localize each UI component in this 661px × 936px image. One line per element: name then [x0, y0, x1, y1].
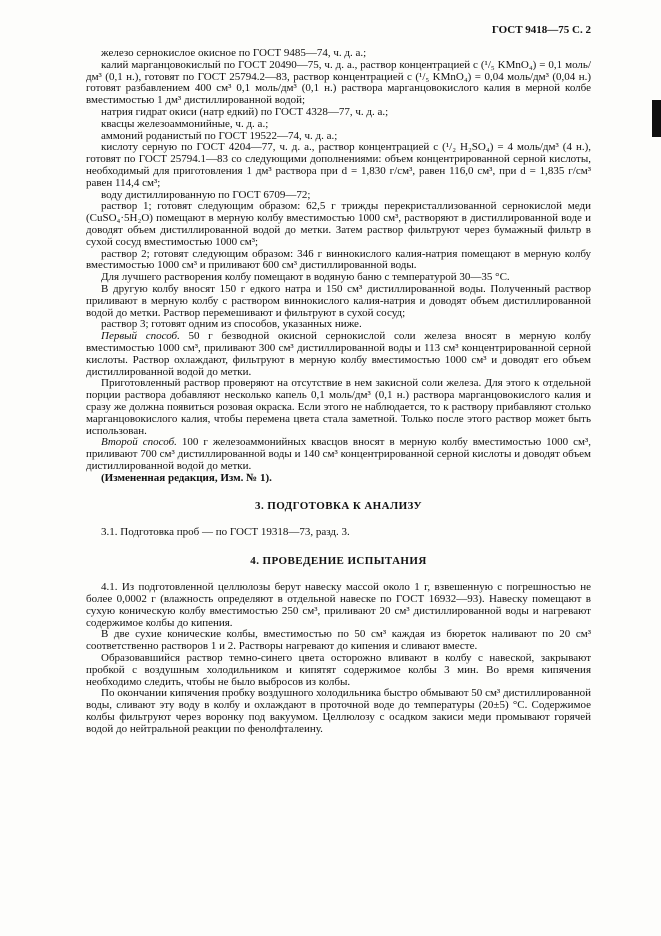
paragraph-4-1: 4.1. Из подготовленной целлюлозы берут навеску массой около 1 г, взвешенную с погрешностью не более 0,0002 г (влажность определяют в отдельной навеске по ГОСТ 16932—93). Навеску помещают в сухую коническую колбу вместимостью 250 см³, приливают 20 см³ дистиллированной воды и нагревают содержимое колбы до кипения.	[86, 581, 591, 629]
section-4-heading: 4. ПРОВЕДЕНИЕ ИСПЫТАНИЯ	[250, 555, 427, 568]
scan-artifact-mark	[652, 100, 661, 137]
paragraph-method-first	[86, 331, 591, 378]
paragraph-solution-2: раствор 2; готовят следующим образом: 346 г виннокислого калия-натрия помещают в мерную колбу вместимостью 1000 см³ и приливают 600 см³ дистиллированной воды.	[86, 247, 591, 272]
paragraph-method-second	[86, 437, 591, 472]
gost-page-ref: ГОСТ 9418—75 С. 2	[491, 24, 591, 36]
paragraph-reagent-alum: квасцы железоаммонийные, ч. д. а.;	[101, 117, 269, 130]
paragraph-water-bath-note: Для лучшего растворения колбу помещают в водяную баню с температурой 30—35 °С.	[101, 271, 510, 284]
method-first-text: 50 г безводной окисной сернокислой соли железа вносят в мерную колбу вместимостью 1000 см³, приливают 300 см³ дистиллированной воды и 113 см³ концентрированной серной кислоты. Раствор охлаждают, фильтруют в мерную колбу вместимостью 1000 см³ и доводят его объем дистиллированной водой до метки.	[86, 330, 591, 378]
section-3-heading: 3. ПОДГОТОВКА К АНАЛИЗУ	[255, 500, 422, 513]
method-second-lead: Второй способ.	[101, 436, 177, 449]
paragraph-4-dark-blue-solution: Образовавшийся раствор темно-синего цвета осторожно вливают в колбу с навеской, закрывают пробкой с воздушным холодильником и кипятят содержимое колбы 3 мин. Во время кипячения необходимо следить, чтобы не было выбросов из колбы.	[86, 652, 591, 688]
paragraph-reagent-sulfuric-acid: кислоту серную по ГОСТ 4204—77, ч. д. а., раствор концентрацией c (¹/₂ H₂SO₄) = 4 моль/дм³ (4 н.), готовят по ГОСТ 25794.1—83 со следующими дополнениями: объем концентрированной серной кислоты, необходимый для приготовления 1 дм³ раствора при d = 1,830 г/см³, равен 116,0 см³, при d = 1,835 г/см³ равен 114,4 см³;	[86, 141, 591, 189]
method-second-text: 100 г железоаммонийных квасцов вносят в мерную колбу вместимостью 1000 см³, приливают 700 см³ дистиллированной воды и 140 см³ концентрированной серной кислоты и доводят объем дистиллированной водой до метки.	[86, 436, 591, 472]
paragraph-reagent-iron-sulfate: железо сернокислое окисное по ГОСТ 9485—74, ч. д. а.;	[101, 47, 367, 59]
paragraph-reagent-ammonium-thiocyanate: аммоний роданистый по ГОСТ 19522—74, ч. д. а.;	[101, 129, 338, 142]
paragraph-reagent-distilled-water: воду дистиллированную по ГОСТ 6709—72;	[101, 188, 311, 201]
paragraph-second-flask: В другую колбу вносят 150 г едкого натра и 150 см³ дистиллированной воды. Полученный раствор приливают в мерную колбу с раствором виннокислого калия-натрия и доводят объем дистиллированной водой до метки. Раствор перемешивают и фильтруют в сухой сосуд;	[86, 282, 591, 319]
paragraph-amended-edition-note: (Измененная редакция, Изм. № 1).	[101, 471, 272, 484]
method-first-lead: Первый способ.	[101, 330, 180, 343]
page-header	[86, 24, 591, 36]
paragraph-solution-3: раствор 3; готовят одним из способов, указанных ниже.	[101, 318, 362, 331]
paragraph-reagent-potassium-permanganate: калий марганцовокислый по ГОСТ 20490—75, ч. д. а., раствор концентрацией c (¹/₅ KMnO₄) = 0,1 моль/дм³ (0,1 н.), готовят по ГОСТ 25794.2—83, раствор концентрацией c (¹/₅ KMnO₄) = 0,04 моль/дм³ (0,04 н.) готовят разбавлением 400 см³ 0,1 моль/дм³ (0,1 н.) раствора марганцовокислого калия в мерной колбе вместимостью 1 дм³ дистиллированной водой;	[86, 58, 591, 107]
paragraph-3-1: 3.1. Подготовка проб — по ГОСТ 19318—73, разд. 3.	[101, 526, 350, 539]
paragraph-solution-check: Приготовленный раствор проверяют на отсутствие в нем закисной соли железа. Для этого к отдельной порции раствора добавляют несколько капель 0,1 моль/дм³ (0,1 н.) раствора марганцовокислого калия и сразу же должна появиться розовая окраска. Если этого не наблюдается, то к раствору прибавляют столько марганцовокислого калия, чтобы перемена цвета стала заметной. Только после этого раствор может быть использован.	[86, 377, 591, 437]
paragraph-4-after-boiling: По окончании кипячения пробку воздушного холодильника быстро обмывают 50 см³ дистиллированной воды, сливают эту воду в колбу и охлаждают в проточной воде до температуры (20±5) °С. Содержимое колбы фильтруют через воронку под вакуумом. Целлюлозу с осадком закиси меди промывают горячей водой до нейтральной реакции по фенолфталеину.	[86, 687, 591, 735]
paragraph-reagent-sodium-hydroxide: натрия гидрат окиси (натр едкий) по ГОСТ 4328—77, ч. д. а.;	[101, 105, 389, 118]
paragraph-4-flasks: В две сухие конические колбы, вместимостью по 50 см³ каждая из бюреток наливают по 20 см³ соответственно растворов 1 и 2. Растворы нагревают до кипения и сливают вместе.	[86, 628, 591, 653]
paragraph-solution-1: раствор 1; готовят следующим образом: 62,5 г трижды перекристаллизованной сернокислой меди (CuSO₄·5H₂O) помещают в мерную колбу вместимостью 1000 см³, растворяют в дистиллированной воде и доводят объем дистиллированной водой до метки. Затем раствор фильтруют через бумажный фильтр в сухой сосуд вместимостью 1000 см³;	[86, 200, 591, 248]
